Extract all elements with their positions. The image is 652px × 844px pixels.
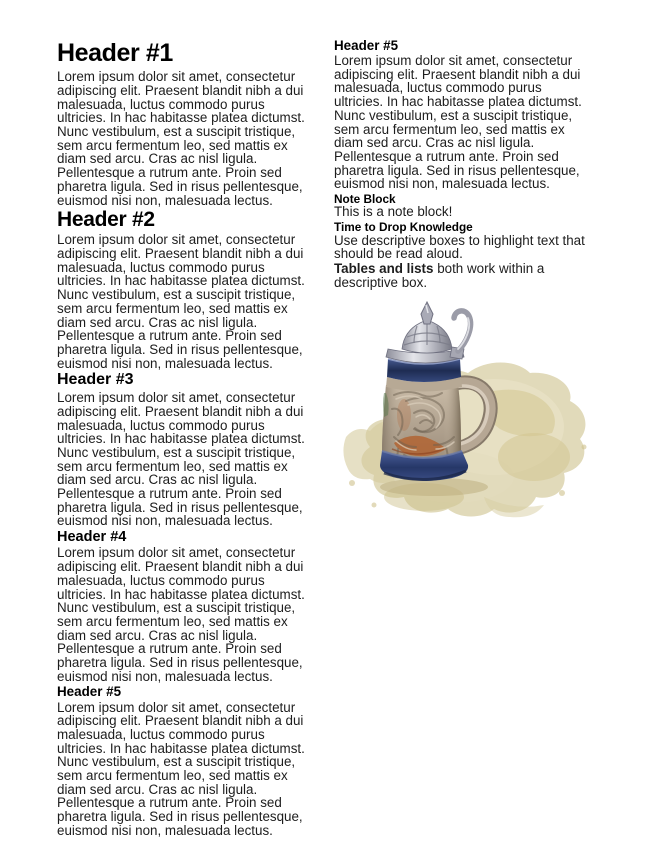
knowledge-heading: Time to Drop Knowledge — [334, 220, 473, 235]
header-5-left: Header #5 — [57, 684, 122, 700]
note-block-heading: Note Block — [334, 192, 396, 207]
paragraph-3: Lorem ipsum dolor sit amet, consectetur adipiscing elit. Praesent blandit nibh a dui malesuada, luctus commodo purus ultricies. In hac habitasse platea dictumst. Nunc vestibulum, est a suscipit tristique, sem arcu fermentum leo, sed mattis ex diam sed arcu. Cras ac nisl ligula. Pellentesque a rutrum ante. Proin sed pharetra ligula. Sed in risus pellentesque, euismod nisi non, malesuada lectus. — [57, 390, 305, 529]
paragraph-6: Lorem ipsum dolor sit amet, consectetur adipiscing elit. Praesent blandit nibh a dui malesuada, luctus commodo purus ultricies. In hac habitasse platea dictumst. Nunc vestibulum, est a suscipit tristique, sem arcu fermentum leo, sed mattis ex diam sed arcu. Cras ac nisl ligula. Pellentesque a rutrum ante. Proin sed pharetra ligula. Sed in risus pellentesque, euismod nisi non, malesuada lectus. — [334, 53, 582, 192]
tables-lists-bold: Tables and lists — [334, 260, 434, 276]
left-column — [57, 0, 309, 839]
header-2: Header #2 — [57, 208, 155, 232]
header-5-right: Header #5 — [334, 38, 399, 53]
paragraph-1: Lorem ipsum dolor sit amet, consectetur adipiscing elit. Praesent blandit nibh a dui malesuada, luctus commodo purus ultricies. In hac habitasse platea dictumst. Nunc vestibulum, est a suscipit tristique, sem arcu fermentum leo, sed mattis ex diam sed arcu. Cras ac nisl ligula. Pellentesque a rutrum ante. Proin sed pharetra ligula. Sed in risus pellentesque, euismod nisi non, malesuada lectus. — [57, 69, 305, 208]
tables-lists-line — [334, 262, 592, 289]
header-3: Header #3 — [57, 371, 134, 389]
paragraph-5: Lorem ipsum dolor sit amet, consectetur adipiscing elit. Praesent blandit nibh a dui malesuada, luctus commodo purus ultricies. In hac habitasse platea dictumst. Nunc vestibulum, est a suscipit tristique, sem arcu fermentum leo, sed mattis ex diam sed arcu. Cras ac nisl ligula. Pellentesque a rutrum ante. Proin sed pharetra ligula. Sed in risus pellentesque, euismod nisi non, malesuada lectus. — [57, 699, 305, 838]
right-column — [334, 0, 592, 525]
knowledge-text: Use descriptive boxes to highlight text that should be read aloud. — [334, 232, 585, 262]
header-4: Header #4 — [57, 529, 127, 546]
tables-lists-rest: both work within a descriptive box. — [334, 260, 545, 290]
header-1: Header #1 — [57, 39, 173, 67]
note-block-text: This is a note block! — [334, 204, 453, 220]
paragraph-4: Lorem ipsum dolor sit amet, consectetur adipiscing elit. Praesent blandit nibh a dui malesuada, luctus commodo purus ultricies. In hac habitasse platea dictumst. Nunc vestibulum, est a suscipit tristique, sem arcu fermentum leo, sed mattis ex diam sed arcu. Cras ac nisl ligula. Pellentesque a rutrum ante. Proin sed pharetra ligula. Sed in risus pellentesque, euismod nisi non, malesuada lectus. — [57, 545, 305, 684]
beer-stein-illustration — [334, 297, 592, 525]
paragraph-2: Lorem ipsum dolor sit amet, consectetur adipiscing elit. Praesent blandit nibh a dui malesuada, luctus commodo purus ultricies. In hac habitasse platea dictumst. Nunc vestibulum, est a suscipit tristique, sem arcu fermentum leo, sed mattis ex diam sed arcu. Cras ac nisl ligula. Pellentesque a rutrum ante. Proin sed pharetra ligula. Sed in risus pellentesque, euismod nisi non, malesuada lectus. — [57, 232, 305, 371]
